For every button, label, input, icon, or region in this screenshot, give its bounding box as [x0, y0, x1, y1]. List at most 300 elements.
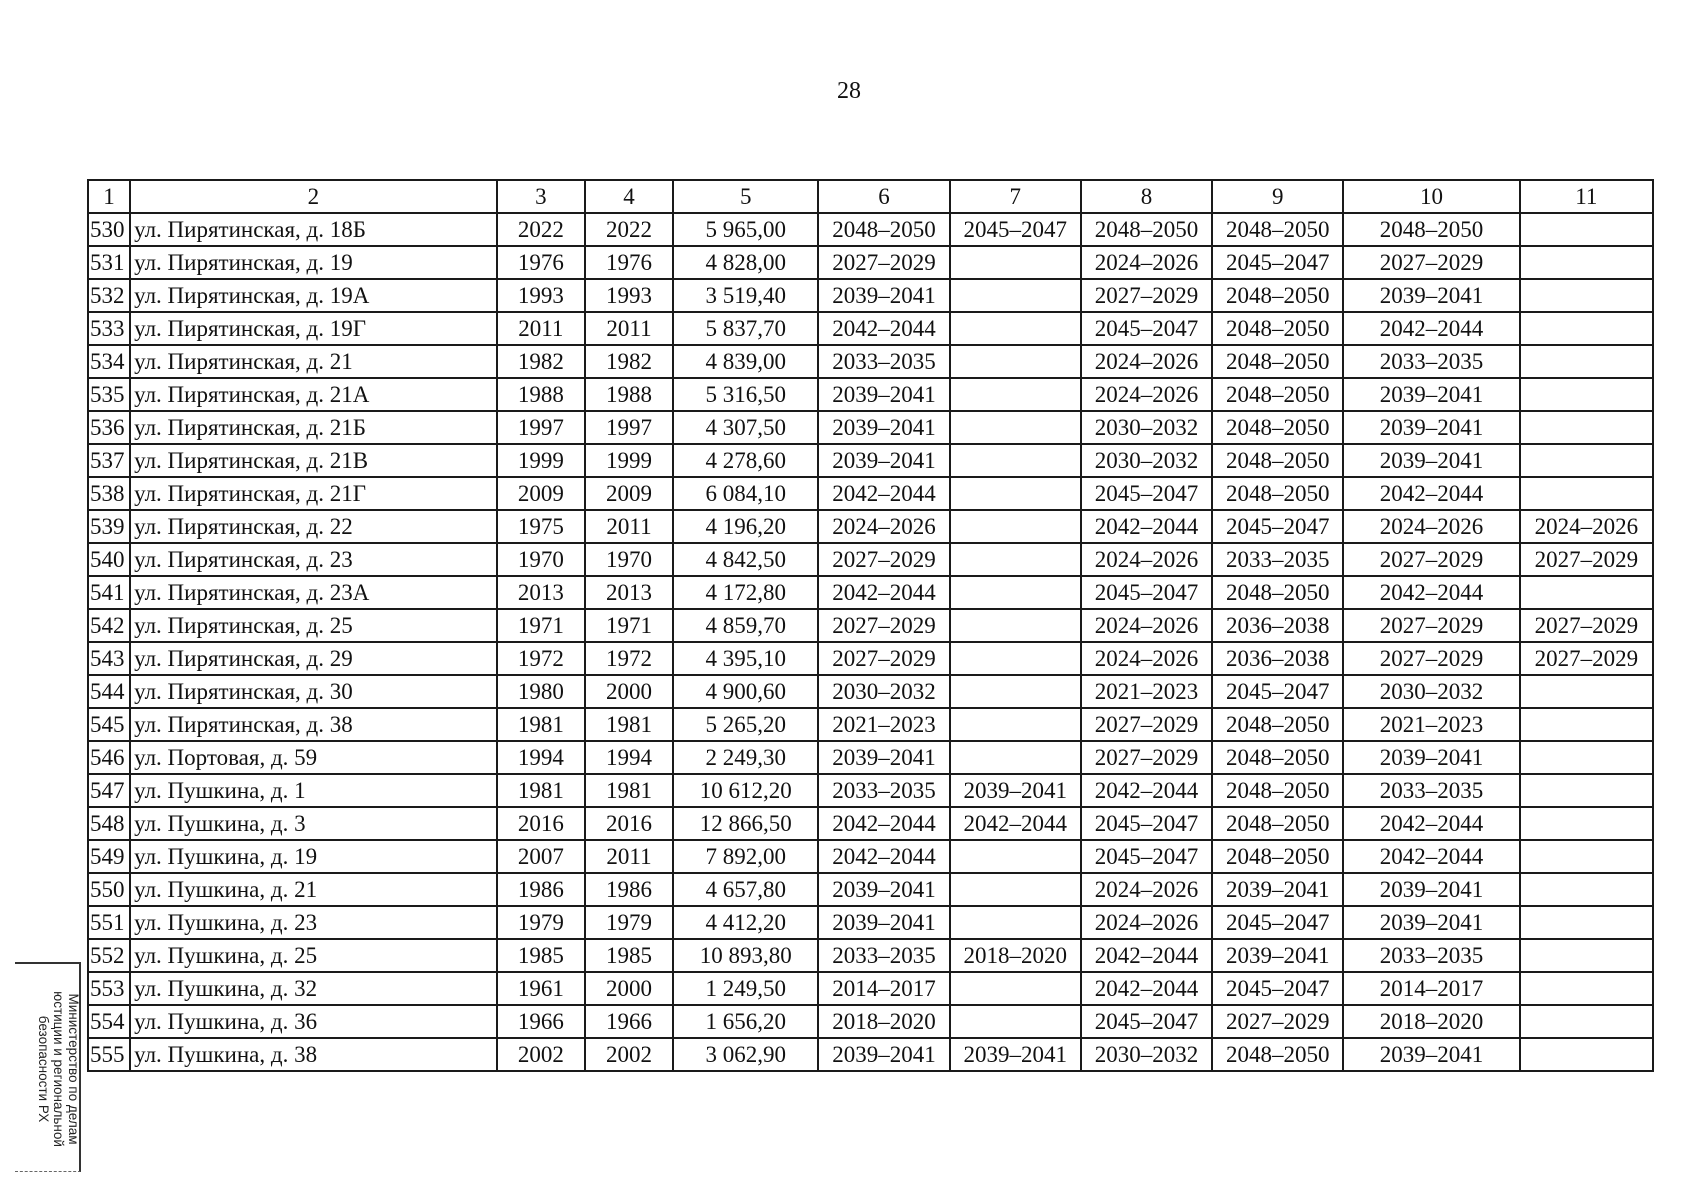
table-cell-col-10: 2039–2041	[1343, 411, 1519, 444]
table-cell-col-number: 534	[88, 345, 130, 378]
table-cell-col-5: 4 395,10	[673, 642, 818, 675]
table-cell-col-8: 2045–2047	[1081, 576, 1212, 609]
table-cell-col-11	[1520, 213, 1653, 246]
table-cell-col-5: 4 859,70	[673, 609, 818, 642]
table-cell-col-number: 541	[88, 576, 130, 609]
table-cell-col-4: 1972	[585, 642, 673, 675]
table-cell-col-5: 4 172,80	[673, 576, 818, 609]
table-row	[88, 312, 1653, 345]
table-cell-col-number: 551	[88, 906, 130, 939]
table-row	[88, 543, 1653, 576]
table-cell-col-7	[950, 1005, 1081, 1038]
table-row	[88, 213, 1653, 246]
table-cell-col-6: 2042–2044	[818, 576, 949, 609]
table-cell-col-number: 531	[88, 246, 130, 279]
table-cell-col-6: 2039–2041	[818, 873, 949, 906]
table-cell-col-8: 2024–2026	[1081, 642, 1212, 675]
table-cell-col-10: 2014–2017	[1343, 972, 1519, 1005]
table-cell-col-9: 2039–2041	[1212, 939, 1343, 972]
table-cell-col-7	[950, 708, 1081, 741]
table-cell-col-9: 2039–2041	[1212, 873, 1343, 906]
table-cell-col-6: 2039–2041	[818, 906, 949, 939]
table-cell-col-6: 2042–2044	[818, 312, 949, 345]
table-row	[88, 510, 1653, 543]
table-cell-col-7	[950, 972, 1081, 1005]
table-cell-col-5: 4 278,60	[673, 444, 818, 477]
header-cell-col-4: 4	[585, 180, 673, 213]
stamp-text	[15, 964, 81, 1174]
table-cell-col-address: ул. Пирятинская, д. 21Б	[130, 411, 497, 444]
table-cell-col-11	[1520, 378, 1653, 411]
table-row	[88, 873, 1653, 906]
table-cell-col-address: ул. Пушкина, д. 36	[130, 1005, 497, 1038]
header-cell-col-address: 2	[130, 180, 497, 213]
table-cell-col-7	[950, 906, 1081, 939]
table-cell-col-4: 1966	[585, 1005, 673, 1038]
table-cell-col-number: 552	[88, 939, 130, 972]
table-cell-col-number: 532	[88, 279, 130, 312]
ministry-stamp	[15, 962, 81, 1172]
table-cell-col-11	[1520, 444, 1653, 477]
table-cell-col-number: 542	[88, 609, 130, 642]
table-row	[88, 444, 1653, 477]
table-row	[88, 246, 1653, 279]
table-body	[88, 213, 1653, 1071]
table-row	[88, 675, 1653, 708]
table-cell-col-address: ул. Пирятинская, д. 19	[130, 246, 497, 279]
table-cell-col-10: 2033–2035	[1343, 774, 1519, 807]
table-cell-col-3: 1994	[497, 741, 585, 774]
table-cell-col-5: 4 828,00	[673, 246, 818, 279]
table-cell-col-10: 2027–2029	[1343, 543, 1519, 576]
table-cell-col-4: 1988	[585, 378, 673, 411]
table-cell-col-8: 2030–2032	[1081, 411, 1212, 444]
table-cell-col-6: 2039–2041	[818, 741, 949, 774]
table-cell-col-number: 537	[88, 444, 130, 477]
table-cell-col-8: 2027–2029	[1081, 708, 1212, 741]
table-cell-col-11	[1520, 807, 1653, 840]
table-row	[88, 609, 1653, 642]
table-cell-col-6: 2027–2029	[818, 246, 949, 279]
table-cell-col-9: 2048–2050	[1212, 312, 1343, 345]
header-cell-col-3: 3	[497, 180, 585, 213]
table-cell-col-3: 2022	[497, 213, 585, 246]
table-cell-col-10: 2039–2041	[1343, 279, 1519, 312]
table-cell-col-number: 554	[88, 1005, 130, 1038]
table-cell-col-3: 2009	[497, 477, 585, 510]
table-cell-col-address: ул. Пирятинская, д. 19А	[130, 279, 497, 312]
table-row	[88, 906, 1653, 939]
table-cell-col-7: 2039–2041	[950, 1038, 1081, 1071]
table-cell-col-3: 1986	[497, 873, 585, 906]
table-cell-col-address: ул. Пирятинская, д. 18Б	[130, 213, 497, 246]
table-cell-col-7	[950, 510, 1081, 543]
table-cell-col-10: 2042–2044	[1343, 477, 1519, 510]
table-cell-col-8: 2024–2026	[1081, 246, 1212, 279]
table-cell-col-5: 6 084,10	[673, 477, 818, 510]
table-cell-col-number: 547	[88, 774, 130, 807]
table-cell-col-8: 2030–2032	[1081, 444, 1212, 477]
table-cell-col-6: 2027–2029	[818, 609, 949, 642]
table-cell-col-8: 2024–2026	[1081, 543, 1212, 576]
table-cell-col-5: 10 893,80	[673, 939, 818, 972]
header-cell-col-5: 5	[673, 180, 818, 213]
table-cell-col-5: 10 612,20	[673, 774, 818, 807]
table-cell-col-6: 2018–2020	[818, 1005, 949, 1038]
table-row	[88, 345, 1653, 378]
table-cell-col-7	[950, 477, 1081, 510]
table-cell-col-number: 538	[88, 477, 130, 510]
header-cell-col-9: 9	[1212, 180, 1343, 213]
table-cell-col-number: 544	[88, 675, 130, 708]
table-cell-col-3: 1985	[497, 939, 585, 972]
table-cell-col-9: 2048–2050	[1212, 411, 1343, 444]
table-cell-col-11: 2027–2029	[1520, 642, 1653, 675]
table-cell-col-9: 2048–2050	[1212, 213, 1343, 246]
table-cell-col-5: 12 866,50	[673, 807, 818, 840]
table-cell-col-8: 2027–2029	[1081, 741, 1212, 774]
table-row	[88, 642, 1653, 675]
table-cell-col-8: 2045–2047	[1081, 807, 1212, 840]
table-cell-col-10: 2039–2041	[1343, 1038, 1519, 1071]
table-cell-col-5: 4 657,80	[673, 873, 818, 906]
table-cell-col-11	[1520, 972, 1653, 1005]
table-cell-col-10: 2024–2026	[1343, 510, 1519, 543]
table-cell-col-6: 2033–2035	[818, 345, 949, 378]
table-cell-col-11	[1520, 1038, 1653, 1071]
table-cell-col-5: 5 837,70	[673, 312, 818, 345]
table-cell-col-address: ул. Пирятинская, д. 23А	[130, 576, 497, 609]
table-row	[88, 972, 1653, 1005]
table-cell-col-9: 2048–2050	[1212, 774, 1343, 807]
table-cell-col-4: 1993	[585, 279, 673, 312]
table-cell-col-9: 2048–2050	[1212, 279, 1343, 312]
table-cell-col-address: ул. Пушкина, д. 1	[130, 774, 497, 807]
table-cell-col-5: 5 965,00	[673, 213, 818, 246]
table-cell-col-address: ул. Пирятинская, д. 21Г	[130, 477, 497, 510]
table-row	[88, 477, 1653, 510]
table-cell-col-5: 1 249,50	[673, 972, 818, 1005]
table-cell-col-7: 2042–2044	[950, 807, 1081, 840]
table-cell-col-7	[950, 642, 1081, 675]
table-cell-col-7	[950, 246, 1081, 279]
table-cell-col-3: 1979	[497, 906, 585, 939]
table-cell-col-3: 1972	[497, 642, 585, 675]
table-cell-col-11	[1520, 279, 1653, 312]
table-cell-col-9: 2048–2050	[1212, 576, 1343, 609]
table-cell-col-number: 548	[88, 807, 130, 840]
table-row	[88, 807, 1653, 840]
table-cell-col-8: 2042–2044	[1081, 939, 1212, 972]
header-row	[88, 180, 1653, 213]
table-cell-col-4: 1970	[585, 543, 673, 576]
table-row	[88, 939, 1653, 972]
table-cell-col-address: ул. Пирятинская, д. 38	[130, 708, 497, 741]
table-row	[88, 576, 1653, 609]
table-cell-col-6: 2033–2035	[818, 774, 949, 807]
table-cell-col-9: 2048–2050	[1212, 840, 1343, 873]
table-cell-col-8: 2021–2023	[1081, 675, 1212, 708]
table-cell-col-5: 4 307,50	[673, 411, 818, 444]
table-cell-col-4: 1982	[585, 345, 673, 378]
table-cell-col-8: 2042–2044	[1081, 510, 1212, 543]
table-cell-col-5: 4 196,20	[673, 510, 818, 543]
table-cell-col-address: ул. Пушкина, д. 25	[130, 939, 497, 972]
table-cell-col-4: 2002	[585, 1038, 673, 1071]
table-cell-col-address: ул. Портовая, д. 59	[130, 741, 497, 774]
table-cell-col-number: 540	[88, 543, 130, 576]
table-cell-col-7: 2045–2047	[950, 213, 1081, 246]
table-cell-col-address: ул. Пушкина, д. 3	[130, 807, 497, 840]
table-cell-col-number: 535	[88, 378, 130, 411]
table-cell-col-4: 2016	[585, 807, 673, 840]
table-cell-col-9: 2048–2050	[1212, 345, 1343, 378]
table-cell-col-7	[950, 279, 1081, 312]
table-cell-col-number: 550	[88, 873, 130, 906]
table-cell-col-number: 546	[88, 741, 130, 774]
table-cell-col-4: 1997	[585, 411, 673, 444]
table-cell-col-9: 2033–2035	[1212, 543, 1343, 576]
table-row	[88, 708, 1653, 741]
table-cell-col-4: 2011	[585, 840, 673, 873]
table-cell-col-9: 2045–2047	[1212, 675, 1343, 708]
table-cell-col-9: 2036–2038	[1212, 642, 1343, 675]
table-cell-col-11	[1520, 675, 1653, 708]
header-cell-col-number: 1	[88, 180, 130, 213]
table-cell-col-4: 1985	[585, 939, 673, 972]
table-row	[88, 774, 1653, 807]
header-cell-col-8: 8	[1081, 180, 1212, 213]
table-cell-col-3: 1976	[497, 246, 585, 279]
table-cell-col-9: 2048–2050	[1212, 378, 1343, 411]
table-cell-col-address: ул. Пирятинская, д. 21В	[130, 444, 497, 477]
table-cell-col-8: 2045–2047	[1081, 312, 1212, 345]
table-cell-col-7	[950, 543, 1081, 576]
table-cell-col-number: 553	[88, 972, 130, 1005]
table-cell-col-7	[950, 873, 1081, 906]
table-cell-col-10: 2039–2041	[1343, 873, 1519, 906]
table-cell-col-10: 2021–2023	[1343, 708, 1519, 741]
table-cell-col-7	[950, 444, 1081, 477]
table-cell-col-11	[1520, 840, 1653, 873]
table-cell-col-7	[950, 378, 1081, 411]
table-cell-col-3: 1975	[497, 510, 585, 543]
table-cell-col-6: 2039–2041	[818, 411, 949, 444]
table-cell-col-8: 2024–2026	[1081, 609, 1212, 642]
table-cell-col-3: 2013	[497, 576, 585, 609]
header-cell-col-6: 6	[818, 180, 949, 213]
table-cell-col-11: 2027–2029	[1520, 543, 1653, 576]
table-cell-col-6: 2048–2050	[818, 213, 949, 246]
table-cell-col-number: 530	[88, 213, 130, 246]
table-cell-col-3: 1981	[497, 708, 585, 741]
housing-register-table	[87, 179, 1654, 1072]
table-cell-col-4: 2022	[585, 213, 673, 246]
table-cell-col-6: 2024–2026	[818, 510, 949, 543]
table-cell-col-10: 2039–2041	[1343, 378, 1519, 411]
table-cell-col-4: 2000	[585, 675, 673, 708]
table-cell-col-7	[950, 312, 1081, 345]
header-cell-col-7: 7	[950, 180, 1081, 213]
table-cell-col-7	[950, 609, 1081, 642]
table-row	[88, 1038, 1653, 1071]
table-cell-col-9: 2045–2047	[1212, 246, 1343, 279]
table-cell-col-9: 2045–2047	[1212, 972, 1343, 1005]
table-cell-col-3: 1971	[497, 609, 585, 642]
table-cell-col-5: 1 656,20	[673, 1005, 818, 1038]
table-cell-col-9: 2048–2050	[1212, 477, 1343, 510]
table-cell-col-address: ул. Пушкина, д. 21	[130, 873, 497, 906]
table-cell-col-7	[950, 576, 1081, 609]
table-cell-col-4: 1999	[585, 444, 673, 477]
table-cell-col-4: 2009	[585, 477, 673, 510]
table-cell-col-address: ул. Пирятинская, д. 19Г	[130, 312, 497, 345]
table-cell-col-11	[1520, 906, 1653, 939]
table-cell-col-7	[950, 411, 1081, 444]
table-cell-col-7	[950, 675, 1081, 708]
table-cell-col-9: 2048–2050	[1212, 708, 1343, 741]
table-cell-col-4: 1971	[585, 609, 673, 642]
table-cell-col-address: ул. Пушкина, д. 23	[130, 906, 497, 939]
table-cell-col-address: ул. Пирятинская, д. 23	[130, 543, 497, 576]
table-cell-col-6: 2042–2044	[818, 840, 949, 873]
stamp-line: юстиции и региональной	[51, 991, 66, 1147]
table-cell-col-3: 1982	[497, 345, 585, 378]
table-cell-col-5: 3 519,40	[673, 279, 818, 312]
table-cell-col-4: 2011	[585, 312, 673, 345]
table-cell-col-6: 2042–2044	[818, 477, 949, 510]
table-cell-col-10: 2027–2029	[1343, 642, 1519, 675]
table-cell-col-4: 1981	[585, 774, 673, 807]
table-cell-col-10: 2033–2035	[1343, 345, 1519, 378]
table-cell-col-11: 2024–2026	[1520, 510, 1653, 543]
table-cell-col-10: 2039–2041	[1343, 741, 1519, 774]
table-cell-col-6: 2014–2017	[818, 972, 949, 1005]
table-cell-col-5: 5 316,50	[673, 378, 818, 411]
table-cell-col-8: 2048–2050	[1081, 213, 1212, 246]
table-cell-col-4: 1976	[585, 246, 673, 279]
table-cell-col-number: 555	[88, 1038, 130, 1071]
table-cell-col-5: 4 842,50	[673, 543, 818, 576]
table-row	[88, 1005, 1653, 1038]
table-cell-col-10: 2039–2041	[1343, 906, 1519, 939]
table-cell-col-9: 2045–2047	[1212, 906, 1343, 939]
table-cell-col-4: 2013	[585, 576, 673, 609]
table-cell-col-11	[1520, 477, 1653, 510]
table-cell-col-5: 5 265,20	[673, 708, 818, 741]
table-cell-col-10: 2030–2032	[1343, 675, 1519, 708]
table-cell-col-10: 2042–2044	[1343, 840, 1519, 873]
table-cell-col-3: 1997	[497, 411, 585, 444]
table-cell-col-number: 549	[88, 840, 130, 873]
table-cell-col-9: 2027–2029	[1212, 1005, 1343, 1038]
table-cell-col-10: 2042–2044	[1343, 807, 1519, 840]
table-cell-col-8: 2024–2026	[1081, 906, 1212, 939]
table-cell-col-10: 2042–2044	[1343, 312, 1519, 345]
table-cell-col-8: 2027–2029	[1081, 279, 1212, 312]
table-cell-col-5: 3 062,90	[673, 1038, 818, 1071]
table-cell-col-5: 2 249,30	[673, 741, 818, 774]
table-cell-col-8: 2024–2026	[1081, 873, 1212, 906]
table-cell-col-11	[1520, 873, 1653, 906]
table-cell-col-address: ул. Пирятинская, д. 25	[130, 609, 497, 642]
table-cell-col-8: 2045–2047	[1081, 840, 1212, 873]
table-cell-col-8: 2042–2044	[1081, 774, 1212, 807]
table-cell-col-address: ул. Пирятинская, д. 30	[130, 675, 497, 708]
table-cell-col-6: 2039–2041	[818, 444, 949, 477]
table-cell-col-3: 2007	[497, 840, 585, 873]
table-cell-col-10: 2039–2041	[1343, 444, 1519, 477]
table-cell-col-8: 2045–2047	[1081, 477, 1212, 510]
table-cell-col-address: ул. Пирятинская, д. 21	[130, 345, 497, 378]
header-cell-col-11: 11	[1520, 180, 1653, 213]
page-number: 28	[837, 78, 861, 104]
table-cell-col-3: 1988	[497, 378, 585, 411]
table-row	[88, 279, 1653, 312]
table-cell-col-6: 2027–2029	[818, 543, 949, 576]
table-cell-col-4: 1979	[585, 906, 673, 939]
table-cell-col-8: 2030–2032	[1081, 1038, 1212, 1071]
table-cell-col-9: 2048–2050	[1212, 807, 1343, 840]
table-cell-col-11: 2027–2029	[1520, 609, 1653, 642]
table-cell-col-3: 1980	[497, 675, 585, 708]
table-cell-col-10: 2027–2029	[1343, 609, 1519, 642]
table-cell-col-address: ул. Пирятинская, д. 29	[130, 642, 497, 675]
table-cell-col-11	[1520, 411, 1653, 444]
table-cell-col-5: 7 892,00	[673, 840, 818, 873]
table-cell-col-11	[1520, 741, 1653, 774]
table-cell-col-7	[950, 741, 1081, 774]
table-row	[88, 840, 1653, 873]
table-cell-col-6: 2039–2041	[818, 1038, 949, 1071]
table-cell-col-4: 1994	[585, 741, 673, 774]
table-row	[88, 378, 1653, 411]
table-cell-col-address: ул. Пушкина, д. 38	[130, 1038, 497, 1071]
table-cell-col-9: 2048–2050	[1212, 444, 1343, 477]
table-cell-col-10: 2048–2050	[1343, 213, 1519, 246]
table-cell-col-5: 4 412,20	[673, 906, 818, 939]
table-cell-col-11	[1520, 774, 1653, 807]
table-cell-col-11	[1520, 939, 1653, 972]
table-cell-col-address: ул. Пирятинская, д. 21А	[130, 378, 497, 411]
table-cell-col-3: 1970	[497, 543, 585, 576]
table-cell-col-5: 4 839,00	[673, 345, 818, 378]
table-cell-col-10: 2042–2044	[1343, 576, 1519, 609]
table-cell-col-6: 2027–2029	[818, 642, 949, 675]
table-cell-col-3: 2011	[497, 312, 585, 345]
table-cell-col-11	[1520, 345, 1653, 378]
table-cell-col-number: 533	[88, 312, 130, 345]
table-cell-col-10: 2033–2035	[1343, 939, 1519, 972]
table-cell-col-6: 2030–2032	[818, 675, 949, 708]
table-cell-col-number: 536	[88, 411, 130, 444]
table-row	[88, 411, 1653, 444]
table-row	[88, 741, 1653, 774]
table-cell-col-7: 2018–2020	[950, 939, 1081, 972]
table-cell-col-3: 2016	[497, 807, 585, 840]
table-cell-col-6: 2021–2023	[818, 708, 949, 741]
table-cell-col-number: 539	[88, 510, 130, 543]
table-cell-col-7: 2039–2041	[950, 774, 1081, 807]
table-cell-col-9: 2048–2050	[1212, 741, 1343, 774]
table-cell-col-8: 2024–2026	[1081, 378, 1212, 411]
table-cell-col-11	[1520, 312, 1653, 345]
table-cell-col-3: 1999	[497, 444, 585, 477]
table-cell-col-address: ул. Пушкина, д. 32	[130, 972, 497, 1005]
table-cell-col-3: 2002	[497, 1038, 585, 1071]
header-cell-col-10: 10	[1343, 180, 1519, 213]
table-cell-col-number: 545	[88, 708, 130, 741]
